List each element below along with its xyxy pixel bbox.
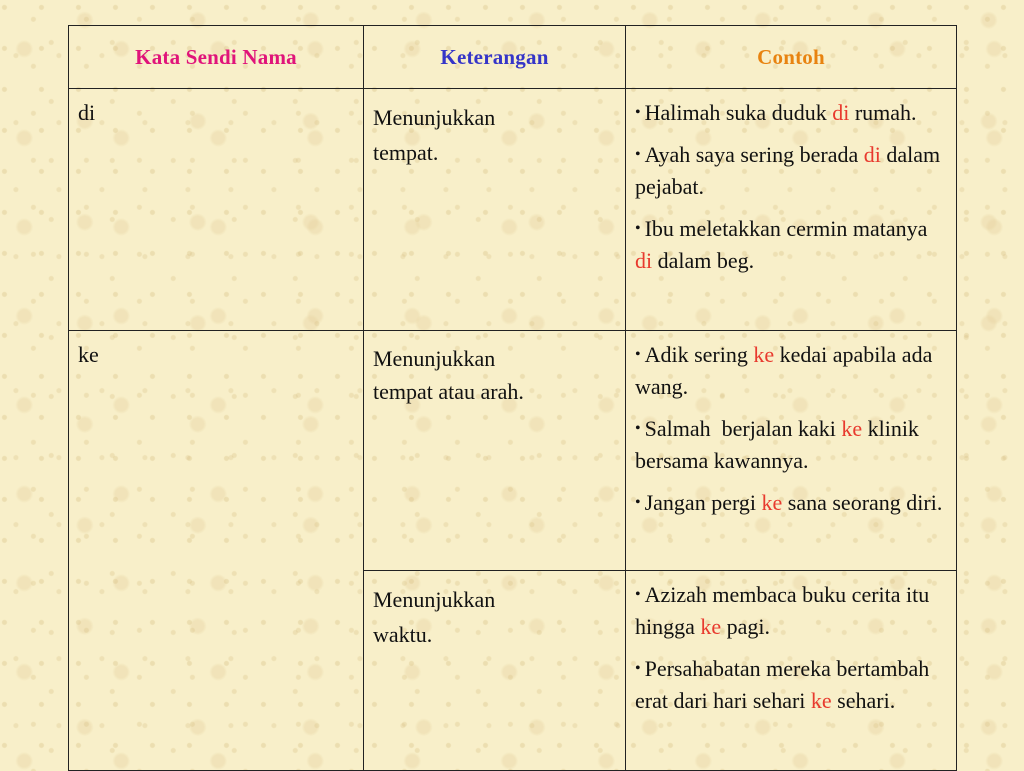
bullet-icon: • bbox=[635, 146, 641, 163]
example-ke-3 bbox=[635, 487, 950, 519]
desc-ke bbox=[364, 331, 626, 571]
bullet-icon: • bbox=[635, 660, 641, 677]
bullet-icon: • bbox=[635, 220, 641, 237]
example-ke-2 bbox=[635, 413, 950, 477]
example-text: rumah. bbox=[849, 100, 917, 125]
examples-ke bbox=[626, 331, 957, 571]
header-contoh: Contoh bbox=[626, 26, 957, 89]
example-text: Salmah berjalan kaki bbox=[644, 416, 842, 441]
example-text: klinik bersama kawannya. bbox=[635, 416, 919, 473]
bullet-icon: • bbox=[635, 346, 641, 363]
example-ke-waktu-2 bbox=[635, 653, 950, 717]
highlight-word: ke bbox=[841, 416, 863, 441]
example-di-3 bbox=[635, 213, 950, 277]
desc-ke-waktu bbox=[364, 571, 626, 771]
table-row-di bbox=[69, 89, 957, 331]
header-keterangan: Keterangan bbox=[364, 26, 626, 89]
table-row-ke bbox=[69, 331, 957, 571]
bullet-icon: • bbox=[635, 420, 641, 437]
example-text: pagi. bbox=[721, 614, 771, 639]
table-header-row bbox=[69, 26, 957, 89]
highlight-word: di bbox=[635, 248, 653, 273]
highlight-word: ke bbox=[753, 342, 775, 367]
example-text: sehari. bbox=[831, 688, 896, 713]
word-ke: ke bbox=[69, 331, 364, 771]
highlight-word: di bbox=[832, 100, 850, 125]
example-text: sana seorang diri. bbox=[782, 490, 943, 515]
example-ke-waktu-1 bbox=[635, 579, 950, 643]
example-text: Ayah saya sering berada bbox=[644, 142, 864, 167]
example-text: Persahabatan mereka bertambah erat dari hari sehari bbox=[635, 656, 930, 713]
example-text: Adik sering bbox=[644, 342, 754, 367]
desc-ke-waktu-line2: waktu. bbox=[373, 622, 433, 647]
example-text: Azizah membaca buku cerita itu hingga bbox=[635, 582, 930, 639]
highlight-word: di bbox=[863, 142, 881, 167]
kata-sendi-table bbox=[68, 25, 957, 771]
example-text: dalam beg. bbox=[652, 248, 755, 273]
desc-ke-line1: Menunjukkan bbox=[373, 346, 496, 371]
example-text: dalam pejabat. bbox=[635, 142, 941, 199]
header-kata-sendi-nama: Kata Sendi Nama bbox=[69, 26, 364, 89]
example-text: Ibu meletakkan cermin matanya bbox=[644, 216, 928, 241]
highlight-word: ke bbox=[810, 688, 832, 713]
example-ke-1 bbox=[635, 339, 950, 403]
example-di-2 bbox=[635, 139, 950, 203]
example-di-1 bbox=[635, 97, 950, 129]
desc-ke-line2: tempat atau arah. bbox=[373, 379, 524, 404]
desc-di-line1: Menunjukkan bbox=[373, 105, 496, 130]
examples-di bbox=[626, 89, 957, 331]
bullet-icon: • bbox=[635, 494, 641, 511]
example-text: Halimah suka duduk bbox=[644, 100, 833, 125]
highlight-word: ke bbox=[761, 490, 783, 515]
example-text: Jangan pergi bbox=[644, 490, 762, 515]
desc-di-line2: tempat. bbox=[373, 140, 439, 165]
examples-ke-waktu bbox=[626, 571, 957, 771]
highlight-word: ke bbox=[700, 614, 722, 639]
desc-ke-waktu-line1: Menunjukkan bbox=[373, 587, 496, 612]
bullet-icon: • bbox=[635, 104, 641, 121]
bullet-icon: • bbox=[635, 586, 641, 603]
word-di: di bbox=[69, 89, 364, 331]
desc-di bbox=[364, 89, 626, 331]
example-text: kedai apabila ada wang. bbox=[635, 342, 933, 399]
